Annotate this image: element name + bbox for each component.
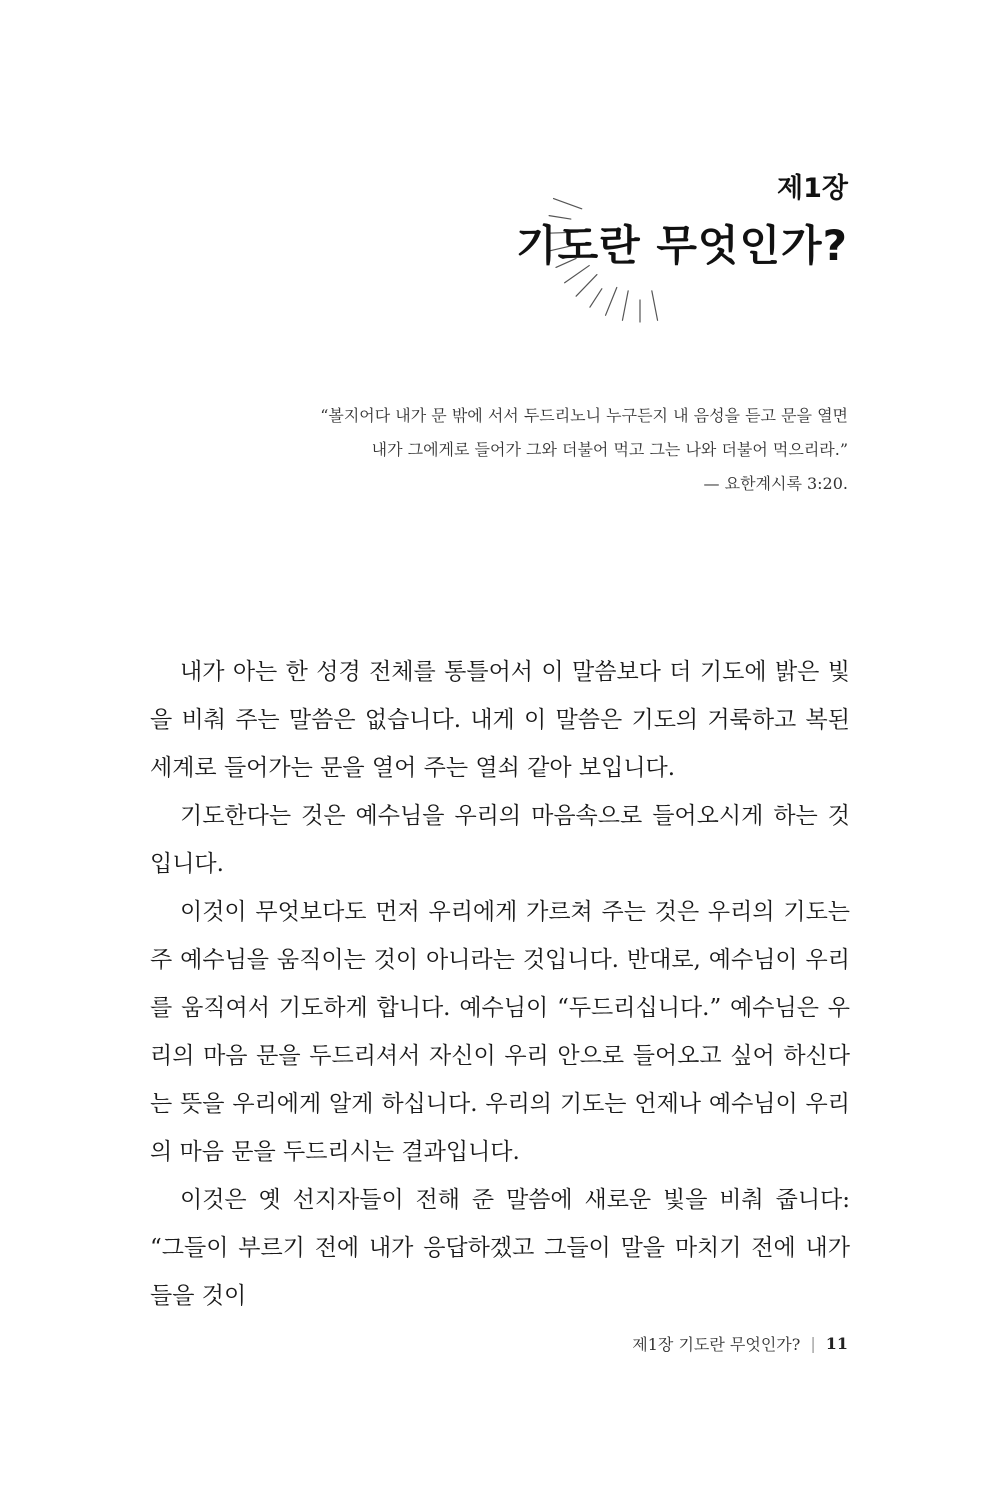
sunburst-ray (606, 287, 617, 315)
epigraph-line: “볼지어다 내가 문 밖에 서서 두드리노니 누구든지 내 음성을 듣고 문을 열면 (320, 406, 848, 425)
sunburst-ray (590, 289, 602, 307)
epigraph (248, 399, 848, 501)
footer-separator: | (810, 1334, 816, 1353)
epigraph-citation: — 요한계시록 3:20. (703, 474, 848, 493)
page-number: 11 (825, 1334, 848, 1353)
chapter-label: 제1장 (777, 173, 848, 204)
page-footer (632, 1332, 848, 1355)
sunburst-ray (554, 199, 582, 209)
body-text (150, 648, 850, 1320)
paragraph: 이것이 무엇보다도 먼저 우리에게 가르쳐 주는 것은 우리의 기도는 주 예수님을 움직이는 것이 아니라는 것입니다. 반대로, 예수님이 우리를 움직여서 기도하게 합니다. 예수님이 “두드리십니다.” 예수님은 우리의 마음 문을 두드리셔서 자신이 우리 안으로 들어오고 싶어 하신다는 뜻을 우리에게 알게 하십니다. 우리의 기도는 언제나 예수님이 우리의 마음 문을 두드리시는 결과입니다. (150, 899, 850, 1165)
chapter-title: 기도란 무엇인가? (516, 221, 848, 270)
epigraph-line: 내가 그에게로 들어가 그와 더불어 먹고 그는 나와 더불어 먹으리라.” (371, 440, 848, 459)
paragraph: 기도한다는 것은 예수님을 우리의 마음속으로 들어오시게 하는 것입니다. (150, 803, 850, 877)
paragraph: 이것은 옛 선지자들이 전해 준 말씀에 새로운 빛을 비춰 줍니다: “그들이 부르기 전에 내가 응답하겠고 그들이 말을 마치기 전에 내가 들을 것이 (150, 1187, 850, 1309)
running-title: 제1장 기도란 무엇인가? (632, 1335, 801, 1354)
paragraph: 내가 아는 한 성경 전체를 통틀어서 이 말씀보다 더 기도에 밝은 빛을 비춰 주는 말씀은 없습니다. 내게 이 말씀은 기도의 거룩하고 복된 세계로 들어가는 문을 열어 주는 열쇠 같아 보입니다. (150, 659, 850, 781)
sunburst-ray (622, 291, 628, 320)
sunburst-ray (652, 291, 658, 320)
sunburst-ray (576, 275, 597, 297)
